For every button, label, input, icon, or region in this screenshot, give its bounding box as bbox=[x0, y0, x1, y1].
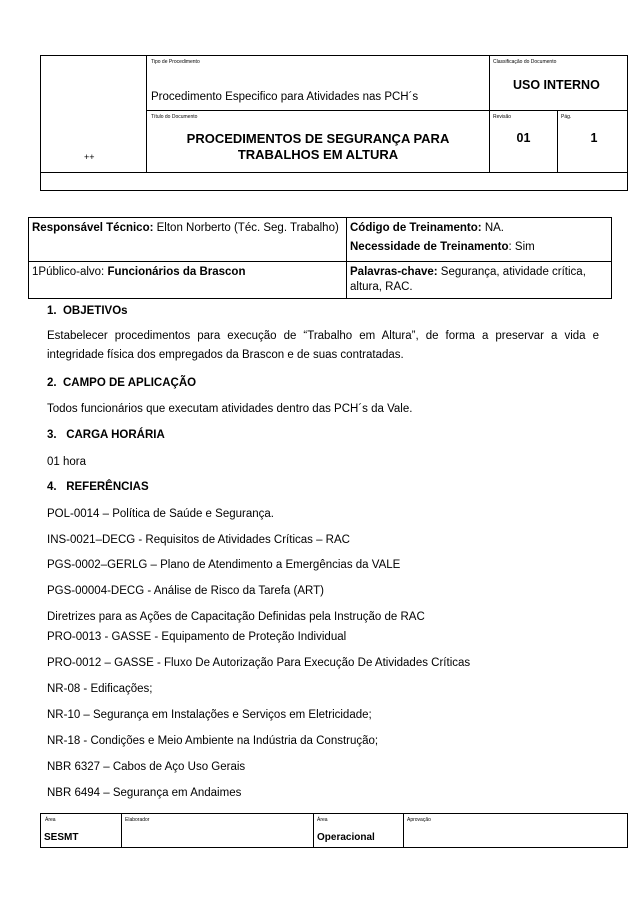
header-divider bbox=[557, 110, 558, 172]
list-item: NR-08 - Edificações; bbox=[47, 683, 153, 695]
list-item: PRO-0013 - GASSE - Equipamento de Proteção Individual bbox=[47, 631, 347, 643]
list-item: NBR 6494 – Segurança em Andaimes bbox=[47, 787, 242, 799]
keywords-cell bbox=[346, 261, 612, 299]
resp-label: Responsável Técnico: bbox=[32, 222, 154, 234]
code-value: NA. bbox=[481, 222, 504, 234]
footer-area-label: Área bbox=[45, 817, 56, 823]
logo-placeholder: ++ bbox=[84, 152, 95, 162]
section-3-heading: 3. CARGA HORÁRIA bbox=[47, 429, 165, 441]
keywords-value: Segurança, atividade crítica, altura, RAC. bbox=[350, 266, 586, 293]
code-label: Código de Treinamento: bbox=[350, 222, 482, 234]
target-audience-cell bbox=[28, 261, 347, 299]
section-title: OBJETIVOs bbox=[62, 305, 128, 317]
footer-approval-label: Aprovação bbox=[407, 817, 431, 823]
header-divider bbox=[146, 110, 628, 111]
header-frame bbox=[40, 55, 628, 191]
revision-value: 01 bbox=[516, 131, 531, 145]
footer-divider bbox=[313, 813, 314, 848]
footer-area-value: SESMT bbox=[44, 832, 79, 843]
section-1-text: Estabelecer procedimentos para execução de “Trabalho em Altura”, de forma a preservar a vida e integridade física dos empregados da Brascon e de suas contratadas. bbox=[47, 330, 599, 361]
section-3-text: 01 hora bbox=[47, 456, 87, 468]
section-title: REFERÊNCIAS bbox=[66, 481, 149, 493]
list-item: NR-18 - Condições e Meio Ambiente na Indústria da Construção; bbox=[47, 735, 379, 747]
resp-value: Elton Norberto (Téc. Seg. Trabalho) bbox=[153, 222, 339, 234]
page-label: Pág. bbox=[561, 114, 572, 120]
public-prefix: 1Público-alvo: bbox=[32, 266, 108, 278]
classification-value: USO INTERNO bbox=[513, 78, 600, 92]
footer-elaborator-label: Elaborador bbox=[125, 817, 150, 823]
list-item: Diretrizes para as Ações de Capacitação Definidas pela Instrução de RAC bbox=[47, 611, 425, 623]
title-label: Título do Documento bbox=[151, 114, 198, 120]
footer-divider bbox=[121, 813, 122, 848]
section-4-heading: 4. REFERÊNCIAS bbox=[47, 481, 149, 493]
list-item: POL-0014 – Política de Saúde e Segurança. bbox=[47, 508, 274, 520]
type-value: Procedimento Especifico para Atividades nas PCH´s bbox=[151, 91, 419, 103]
technical-responsible-cell bbox=[28, 217, 347, 262]
list-item: PRO-0012 – GASSE - Fluxo De Autorização Para Execução De Atividades Críticas bbox=[47, 657, 471, 669]
document-title: PROCEDIMENTOS DE SEGURANÇA PARA TRABALHOS EM ALTURA bbox=[186, 131, 450, 162]
revision-label: Revisão bbox=[493, 114, 512, 120]
type-label: Tipo de Procedimento bbox=[151, 59, 200, 65]
footer-divider bbox=[403, 813, 404, 848]
section-2-heading: 2. CAMPO DE APLICAÇÃO bbox=[47, 377, 197, 389]
header-divider bbox=[40, 172, 628, 173]
training-code-cell bbox=[346, 217, 612, 262]
need-value: : Sim bbox=[508, 241, 535, 253]
section-2-text: Todos funcionários que executam atividades dentro das PCH´s da Vale. bbox=[47, 403, 413, 415]
footer-area-value: Operacional bbox=[317, 832, 375, 843]
page-number: 1 bbox=[590, 131, 598, 145]
section-title: CAMPO DE APLICAÇÃO bbox=[62, 377, 197, 389]
classification-label: Classificação do Documento bbox=[493, 59, 557, 65]
section-title: CARGA HORÁRIA bbox=[66, 429, 165, 441]
footer-area-label: Área bbox=[317, 817, 328, 823]
need-label: Necessidade de Treinamento bbox=[350, 241, 509, 253]
list-item: NR-10 – Segurança em Instalações e Serviços em Eletricidade; bbox=[47, 709, 372, 721]
public-value: Funcionários da Brascon bbox=[107, 266, 246, 278]
header-divider bbox=[146, 55, 147, 172]
header-divider bbox=[489, 55, 490, 172]
list-item: PGS-0002–GERLG – Plano de Atendimento a Emergências da VALE bbox=[47, 559, 401, 571]
list-item: PGS-00004-DECG - Análise de Risco da Tarefa (ART) bbox=[47, 585, 324, 597]
section-1-heading: 1. OBJETIVOs bbox=[47, 305, 128, 317]
list-item: INS-0021–DECG - Requisitos de Atividades Críticas – RAC bbox=[47, 534, 350, 546]
list-item: NBR 6327 – Cabos de Aço Uso Gerais bbox=[47, 761, 246, 773]
keywords-label: Palavras-chave: bbox=[350, 266, 438, 278]
